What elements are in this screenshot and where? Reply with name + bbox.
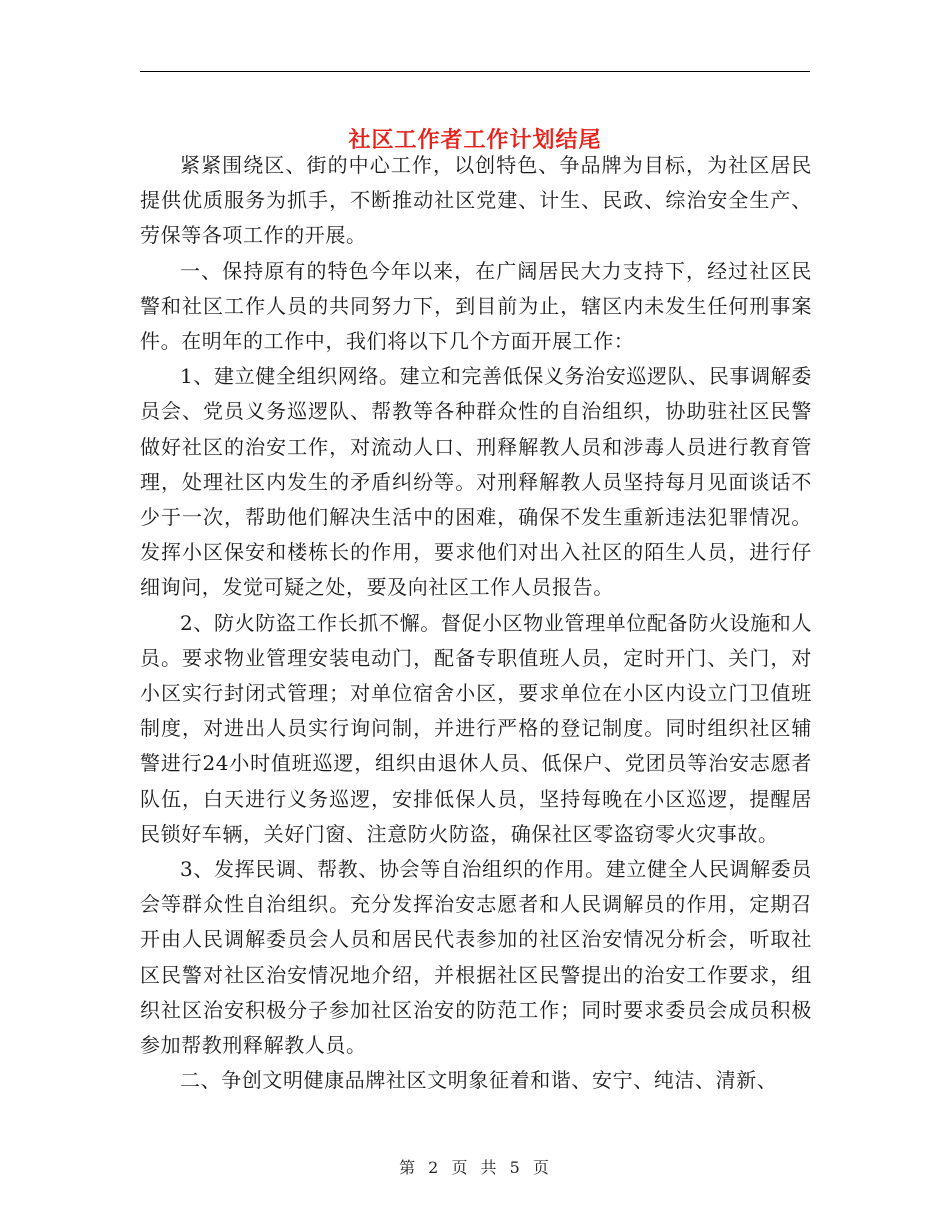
header-rule [140, 71, 810, 72]
paragraph-item-2: 2、防火防盗工作长抓不懈。督促小区物业管理单位配备防火设施和人员。要求物业管理安装电动门，配备专职值班人员，定时开门、关门，对小区实行封闭式管理；对单位宿舍小区，要求单位在小区内设立门卫值班制度，对进出人员实行询问制，并进行严格的登记制度。同时组织社区辅警进行24小时值班巡逻，组织由退休人员、低保户、党团员等治安志愿者队伍，白天进行义务巡逻，安排低保人员，坚持每晚在小区巡逻，提醒居民锁好车辆，关好门窗、注意防火防盗，确保社区零盗窃零火灾事故。 [140, 610, 812, 846]
paragraph-intro: 紧紧围绕区、街的中心工作，以创特色、争品牌为目标，为社区居民提供优质服务为抓手，不断推动社区党建、计生、民政、综治安全生产、劳保等各项工作的开展。 [140, 153, 812, 248]
paragraph-section-1: 一、保持原有的特色今年以来，在广阔居民大力支持下，经过社区民警和社区工作人员的共同努力下，到目前为止，辖区内未发生任何刑事案件。在明年的工作中，我们将以下几个方面开展工作： [140, 258, 812, 354]
page-number: 第 2 页 共 5 页 [399, 1158, 551, 1177]
paragraph-section-2: 二、争创文明健康品牌社区文明象征着和谐、安宁、纯洁、清新、 [180, 1068, 778, 1093]
document-body [140, 148, 812, 1098]
paragraph-item-1: 1、建立健全组织网络。建立和完善低保义务治安巡逻队、民事调解委员会、党员义务巡逻队、帮教等各种群众性的自治组织，协助驻社区民警做好社区的治安工作，对流动人口、刑释解教人员和涉毒人员进行教育管理，处理社区内发生的矛盾纠纷等。对刑释解教人员坚持每月见面谈话不少于一次，帮助他们解决生活中的困难，确保不发生重新违法犯罪情况。发挥小区保安和楼栋长的作用，要求他们对出入社区的陌生人员，进行仔细询问，发觉可疑之处，要及向社区工作人员报告。 [140, 364, 812, 600]
document-title: 社区工作者工作计划结尾 [348, 126, 602, 153]
paragraph-item-3: 3、发挥民调、帮教、协会等自治组织的作用。建立健全人民调解委员会等群众性自治组织。充分发挥治安志愿者和人民调解员的作用，定期召开由人民调解委员会人员和居民代表参加的社区治安情况分析会，听取社区民警对社区治安情况地介绍，并根据社区民警提出的治安工作要求，组织社区治安积极分子参加社区治安的防范工作；同时要求委员会成员积极参加帮教刑释解教人员。 [140, 857, 812, 1058]
